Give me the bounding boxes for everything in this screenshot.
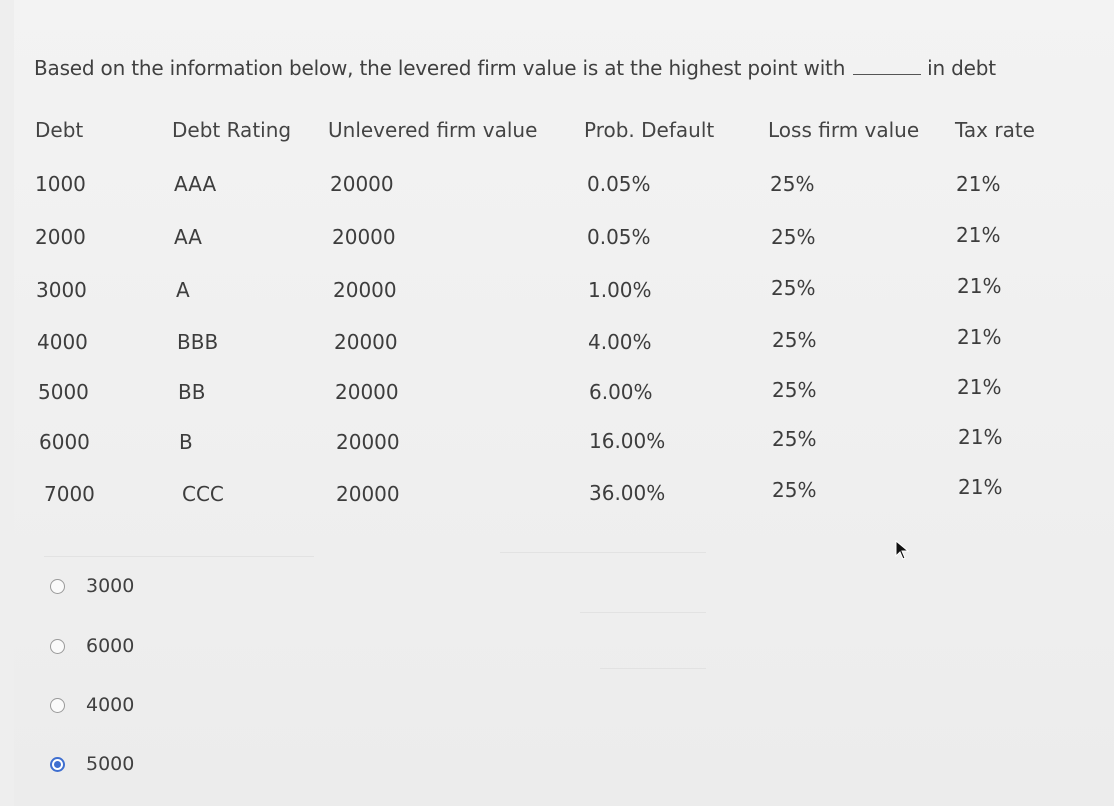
cell-debt: 5000 bbox=[38, 380, 89, 404]
radio-button[interactable] bbox=[50, 698, 65, 713]
cell-loss-firm-value: 25% bbox=[771, 276, 816, 300]
cell-prob-default: 16.00% bbox=[589, 429, 666, 453]
cell-loss-firm-value: 25% bbox=[772, 427, 817, 451]
header-unlevered-firm-value: Unlevered firm value bbox=[328, 118, 538, 142]
header-debt-rating: Debt Rating bbox=[172, 118, 292, 142]
option-label: 6000 bbox=[86, 635, 135, 657]
cell-unlevered-value: 20000 bbox=[336, 482, 400, 506]
option-5000[interactable] bbox=[50, 750, 134, 778]
cell-loss-firm-value: 25% bbox=[772, 328, 817, 352]
cell-unlevered-value: 20000 bbox=[334, 330, 398, 354]
cell-unlevered-value: 20000 bbox=[336, 430, 400, 454]
divider bbox=[580, 612, 706, 613]
cell-unlevered-value: 20000 bbox=[330, 172, 394, 196]
radio-button[interactable] bbox=[50, 639, 65, 654]
cell-prob-default: 0.05% bbox=[587, 225, 651, 249]
cell-debt: 6000 bbox=[39, 430, 90, 454]
question-suffix: in debt bbox=[927, 56, 996, 80]
option-4000[interactable] bbox=[50, 691, 134, 719]
cell-rating: AA bbox=[174, 225, 202, 249]
question-prefix: Based on the information below, the levered firm value is at the highest point with bbox=[34, 56, 846, 80]
cell-loss-firm-value: 25% bbox=[772, 378, 817, 402]
cell-prob-default: 36.00% bbox=[589, 481, 666, 505]
option-label: 5000 bbox=[86, 753, 135, 775]
option-6000[interactable] bbox=[50, 632, 134, 660]
cell-rating: BB bbox=[178, 380, 206, 404]
cell-rating: CCC bbox=[182, 482, 224, 506]
cell-loss-firm-value: 25% bbox=[772, 478, 817, 502]
cell-unlevered-value: 20000 bbox=[333, 278, 397, 302]
cell-tax-rate: 21% bbox=[958, 475, 1003, 499]
mouse-pointer-icon bbox=[894, 540, 910, 562]
answer-blank bbox=[853, 56, 921, 75]
cell-debt: 4000 bbox=[37, 330, 88, 354]
cell-rating: A bbox=[176, 278, 190, 302]
option-label: 3000 bbox=[86, 575, 135, 597]
cell-prob-default: 4.00% bbox=[588, 330, 652, 354]
cell-tax-rate: 21% bbox=[957, 375, 1002, 399]
cell-unlevered-value: 20000 bbox=[335, 380, 399, 404]
cell-prob-default: 0.05% bbox=[587, 172, 651, 196]
cell-rating: AAA bbox=[174, 172, 217, 196]
cell-prob-default: 1.00% bbox=[588, 278, 652, 302]
option-label: 4000 bbox=[86, 694, 135, 716]
cell-debt: 1000 bbox=[35, 172, 86, 196]
cell-tax-rate: 21% bbox=[956, 223, 1001, 247]
cell-prob-default: 6.00% bbox=[589, 380, 653, 404]
radio-button[interactable] bbox=[50, 579, 65, 594]
cell-rating: B bbox=[179, 430, 193, 454]
header-debt: Debt bbox=[35, 118, 84, 142]
cell-unlevered-value: 20000 bbox=[332, 225, 396, 249]
option-3000[interactable] bbox=[50, 572, 134, 600]
divider bbox=[44, 556, 314, 557]
cell-debt: 7000 bbox=[44, 482, 95, 506]
cell-rating: BBB bbox=[177, 330, 219, 354]
cell-debt: 2000 bbox=[35, 225, 86, 249]
header-loss-firm-value: Loss firm value bbox=[768, 118, 920, 142]
cell-tax-rate: 21% bbox=[957, 325, 1002, 349]
cell-tax-rate: 21% bbox=[958, 425, 1003, 449]
divider bbox=[600, 668, 706, 669]
cell-loss-firm-value: 25% bbox=[771, 225, 816, 249]
cell-debt: 3000 bbox=[36, 278, 87, 302]
radio-button-selected[interactable] bbox=[50, 757, 65, 772]
cell-tax-rate: 21% bbox=[957, 274, 1002, 298]
header-tax-rate: Tax rate bbox=[955, 118, 1035, 142]
cell-loss-firm-value: 25% bbox=[770, 172, 815, 196]
header-prob-default: Prob. Default bbox=[584, 118, 715, 142]
divider bbox=[500, 552, 706, 553]
question-text bbox=[34, 56, 996, 80]
cell-tax-rate: 21% bbox=[956, 172, 1001, 196]
